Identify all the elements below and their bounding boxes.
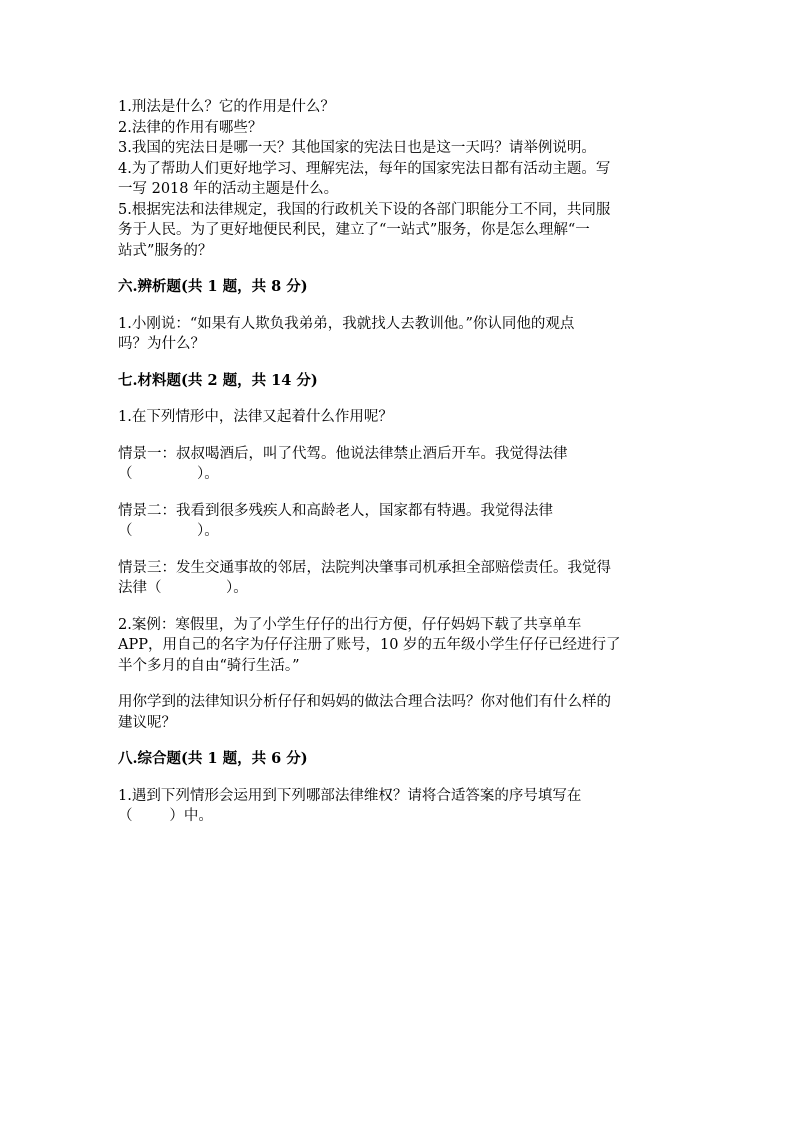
scene-2-line-1: 情景二：我看到很多残疾人和高龄老人，国家都有特遇。我觉得法律 [118,502,553,519]
section-8-q1-line-2: （ ）中。 [118,808,213,824]
section-7-q2-ask-line-1: 用你学到的法律知识分析仔仔和妈妈的做法合理合法吗？你对他们有什么样的 [118,694,611,710]
scene-2-line-2: （ ）。 [118,523,219,539]
section-8-q1-line-1: 1.遇到下列情形会运用到下列哪部法律维权？请将合适答案的序号填写在 [118,787,582,804]
scene-3-line-2: 法律（ ）。 [118,580,248,596]
question-4-line-2: 一写 2018 年的活动主题是什么。 [118,181,339,197]
question-1: 1.刑法是什么？它的作用是什么？ [118,99,335,115]
question-5-line-2: 务于人民。为了更好地便民利民，建立了“一站式”服务，你是怎么理解“一 [118,222,590,238]
question-2: 2.法律的作用有哪些？ [118,119,263,136]
section-7-q2-line-1: 2.案例：寒假里，为了小学生仔仔的出行方便，仔仔妈妈下载了共享单车 [118,616,582,633]
section-7-q2-ask-line-2: 建议呢？ [118,714,176,731]
scene-1-line-2: （ ）。 [118,466,219,482]
question-4-line-1: 4.为了帮助人们更好地学习、理解宪法，每年的国家宪法日都有活动主题。写 [118,160,611,177]
section-7-q1: 1.在下列情形中，法律又起着什么作用呢？ [118,409,393,425]
scene-1-line-1: 情景一：叔叔喝酒后，叫了代驾。他说法律禁止酒后开车。我觉得法律 [118,445,568,462]
section-6-q1-line-2: 吗？为什么？ [118,336,205,352]
section-8-heading: 八.综合题(共 1 题，共 6 分) [118,750,308,767]
question-5-line-3: 站式”服务的？ [118,242,213,259]
section-6-heading: 六.辨析题(共 1 题，共 8 分) [118,278,308,295]
scene-3-line-1: 情景三：发生交通事故的邻居，法院判决肇事司机承担全部赔偿责任。我觉得 [118,559,611,576]
question-3: 3.我国的宪法日是哪一天？其他国家的宪法日也是这一天吗？请举例说明。 [118,140,596,156]
section-7-q2-line-3: 半个多月的自由“骑行生活。” [118,657,300,674]
section-6-q1-line-1: 1.小刚说：“如果有人欺负我弟弟，我就找人去教训他。”你认同他的观点 [118,315,575,332]
section-7-heading: 七.材料题(共 2 题，共 14 分) [118,371,318,389]
document-page [118,97,678,827]
question-5-line-1: 5.根据宪法和法律规定，我国的行政机关下设的各部门职能分工不同，共同服 [118,201,611,218]
section-7-q2-line-2: APP，用自己的名字为仔仔注册了账号，10 岁的五年级小学生仔仔已经进行了 [118,637,621,653]
